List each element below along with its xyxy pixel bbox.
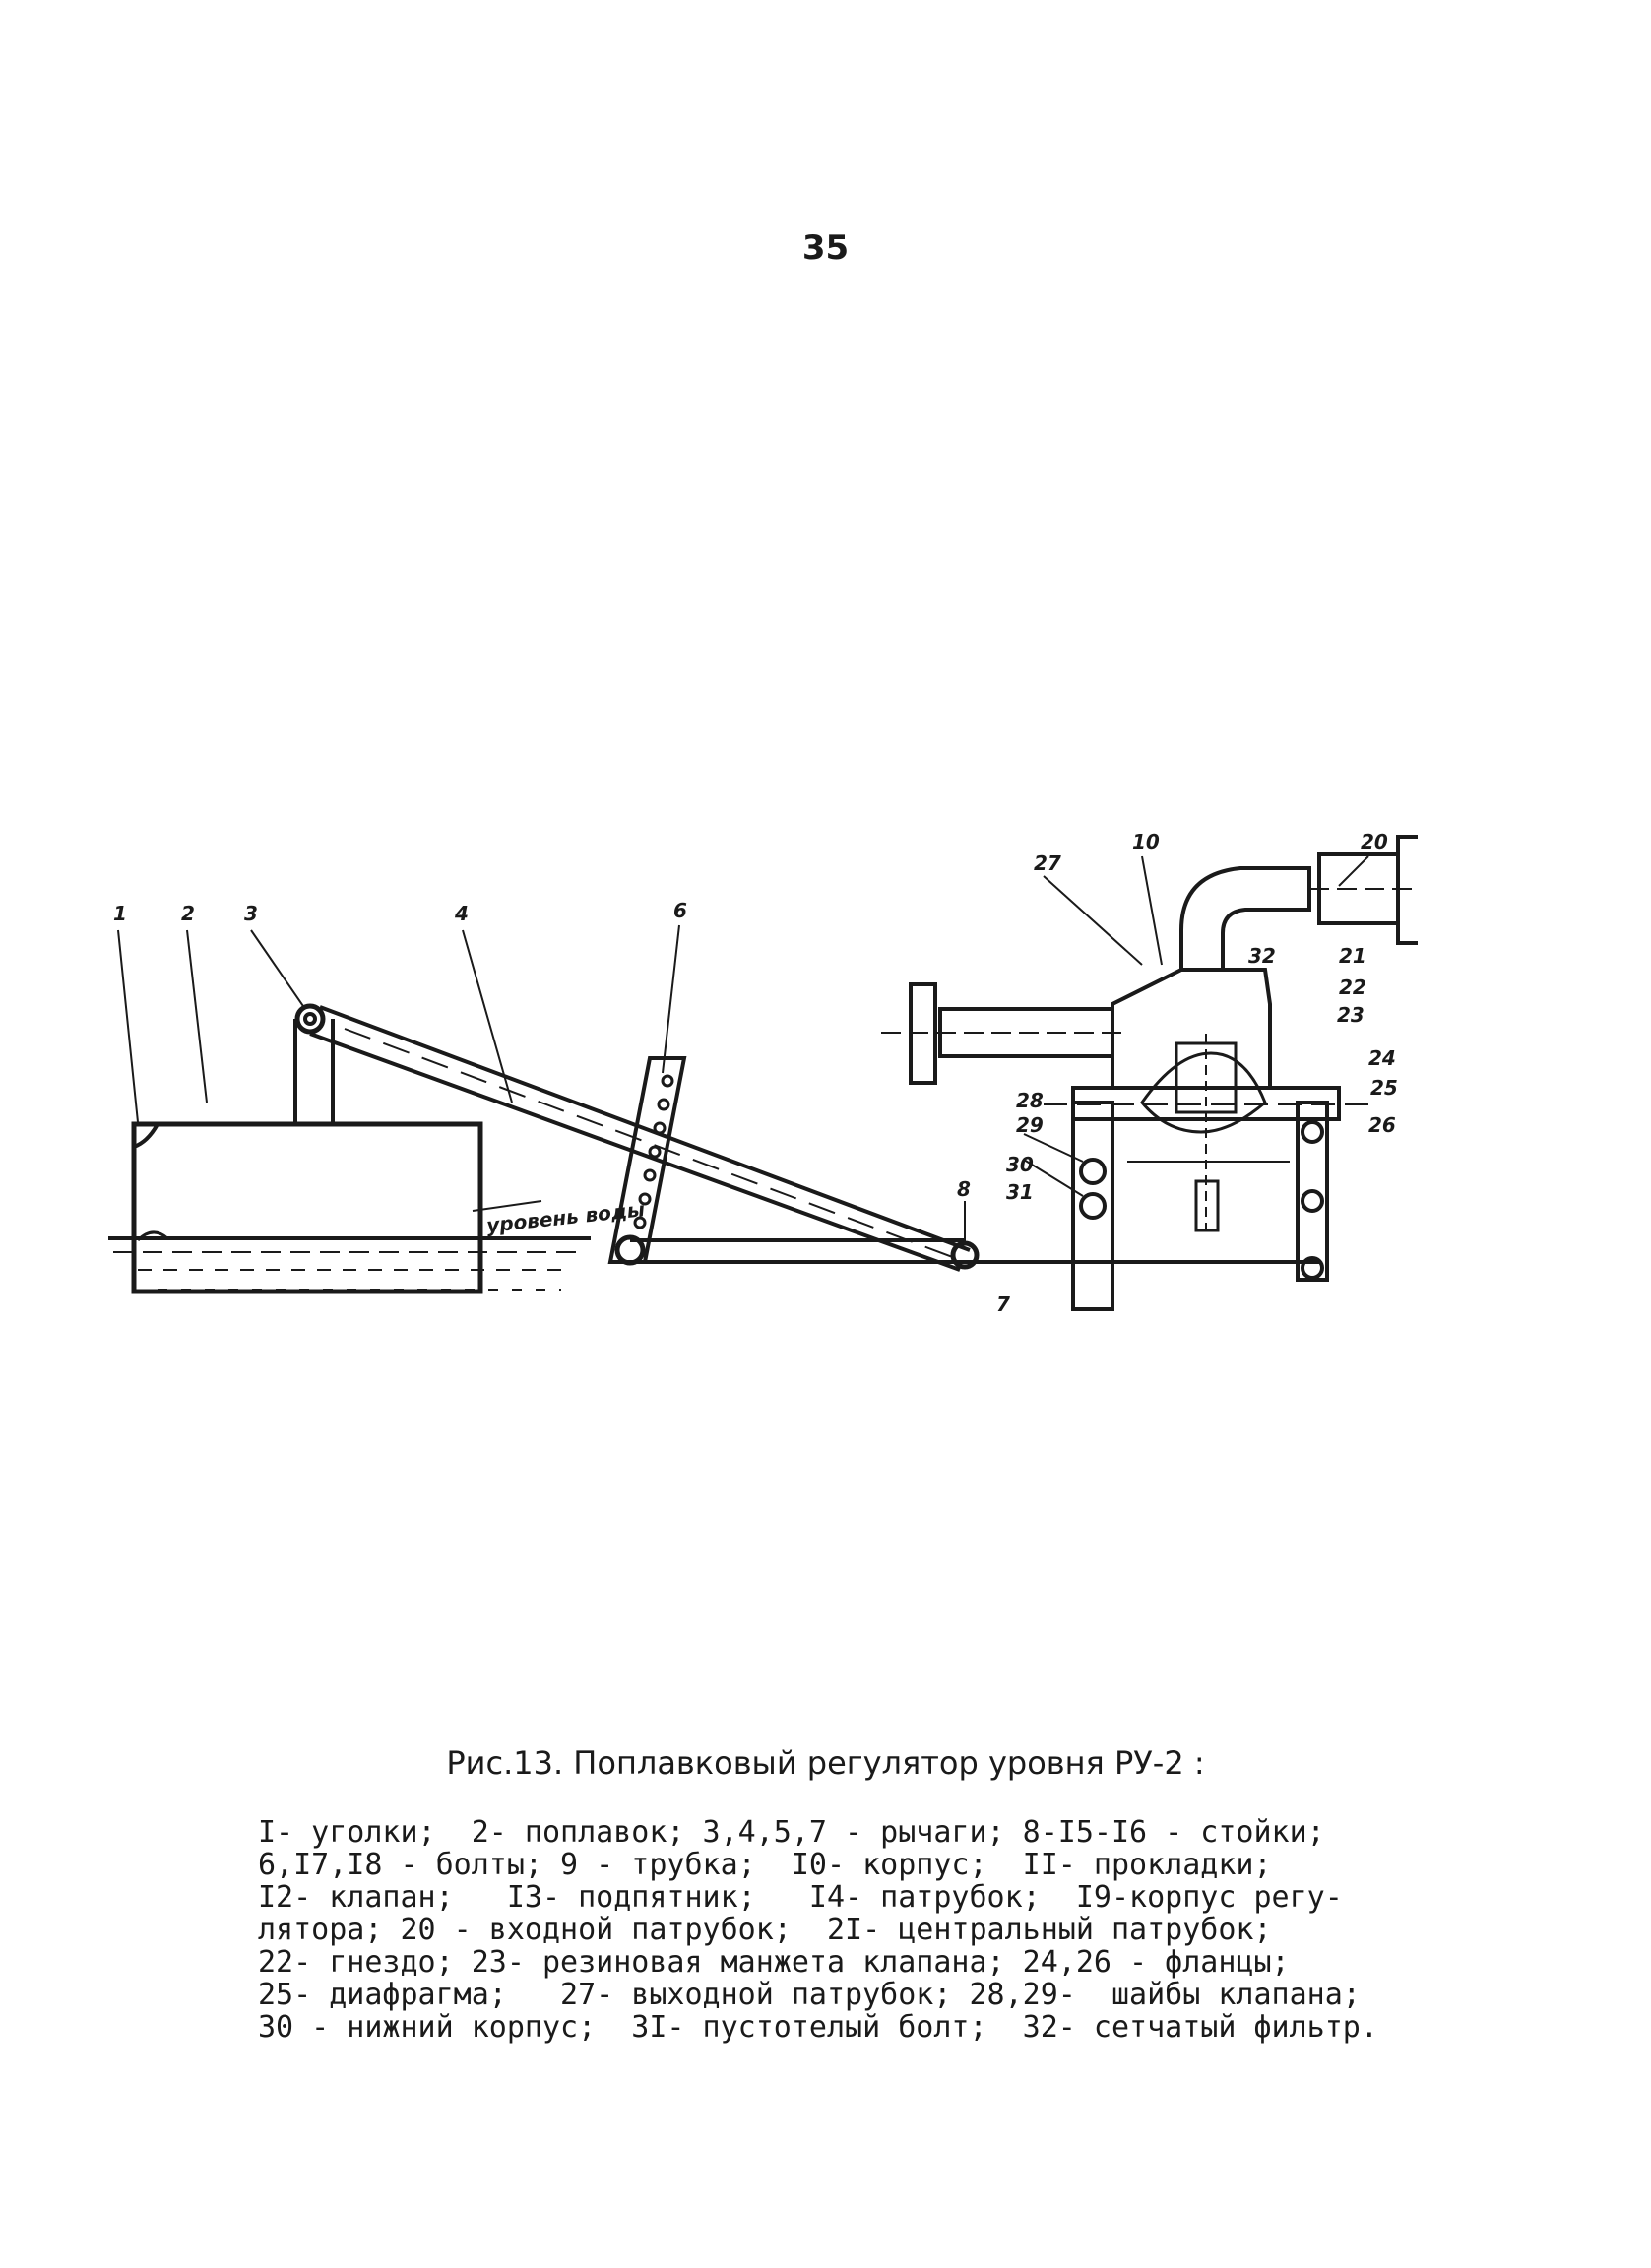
legend-line: лятора; 20 - входной патрубок; 2I- центральный патрубок; [258, 1913, 1272, 1947]
figure-label-24: 24 [1368, 1046, 1396, 1070]
figure-label-28: 28 [1016, 1089, 1044, 1112]
figure-label-10: 10 [1132, 830, 1160, 853]
figure-legend [258, 1816, 1538, 2044]
float-box [134, 1124, 480, 1292]
figure-label-27: 27 [1034, 851, 1061, 875]
figure-label-26: 26 [1368, 1113, 1396, 1137]
figure-label-23: 23 [1337, 1003, 1365, 1027]
figure-label-22: 22 [1339, 976, 1366, 999]
figure-label-4: 4 [455, 902, 469, 925]
water-level-label: уровень воды [485, 1197, 647, 1237]
figure-caption: Рис.13. Поплавковый регулятор уровня РУ-2 : [446, 1744, 1205, 1782]
float-regulator-drawing [98, 807, 1418, 1319]
corner-angle [134, 1124, 158, 1147]
legend-line: 25- диафрагма; 27- выходной патрубок; 28,29- шайбы клапана; [258, 1978, 1361, 2012]
legend-line: I2- клапан; I3- подпятник; I4- патрубок; I9-корпус регу- [258, 1880, 1343, 1915]
figure-label-30: 30 [1006, 1153, 1034, 1176]
legend-line: I- уголки; 2- поплавок; 3,4,5,7 - рычаги; 8-I5-I6 - стойки; [258, 1815, 1325, 1850]
legend-line: 6,I7,I8 - болты; 9 - трубка; I0- корпус; II- прокладки; [258, 1848, 1272, 1882]
lever-4-bottom [310, 1034, 960, 1270]
figure-label-25: 25 [1370, 1076, 1398, 1100]
figure-label-8: 8 [957, 1177, 971, 1201]
perforated-lever-6 [610, 1058, 684, 1262]
figure-label-7: 7 [996, 1292, 1010, 1316]
figure-label-32: 32 [1248, 944, 1276, 968]
figure-label-2: 2 [181, 902, 195, 925]
figure-label-31: 31 [1006, 1180, 1034, 1204]
figure-label-6: 6 [673, 899, 687, 922]
page-number: 35 [801, 228, 850, 268]
figure-label-3: 3 [244, 902, 258, 925]
water-surface [108, 1238, 591, 1290]
figure-label-21: 21 [1339, 944, 1366, 968]
legend-line: 22- гнездо; 23- резиновая манжета клапана; 24,26 - фланцы; [258, 1945, 1290, 1980]
inlet-elbow [1181, 868, 1309, 970]
figure-label-29: 29 [1016, 1113, 1044, 1137]
figure-label-1: 1 [113, 902, 127, 925]
legend-line: 30 - нижний корпус; 3I- пустотелый болт; 32- сетчатый фильтр. [258, 2010, 1378, 2045]
figure-label-20: 20 [1361, 830, 1388, 853]
